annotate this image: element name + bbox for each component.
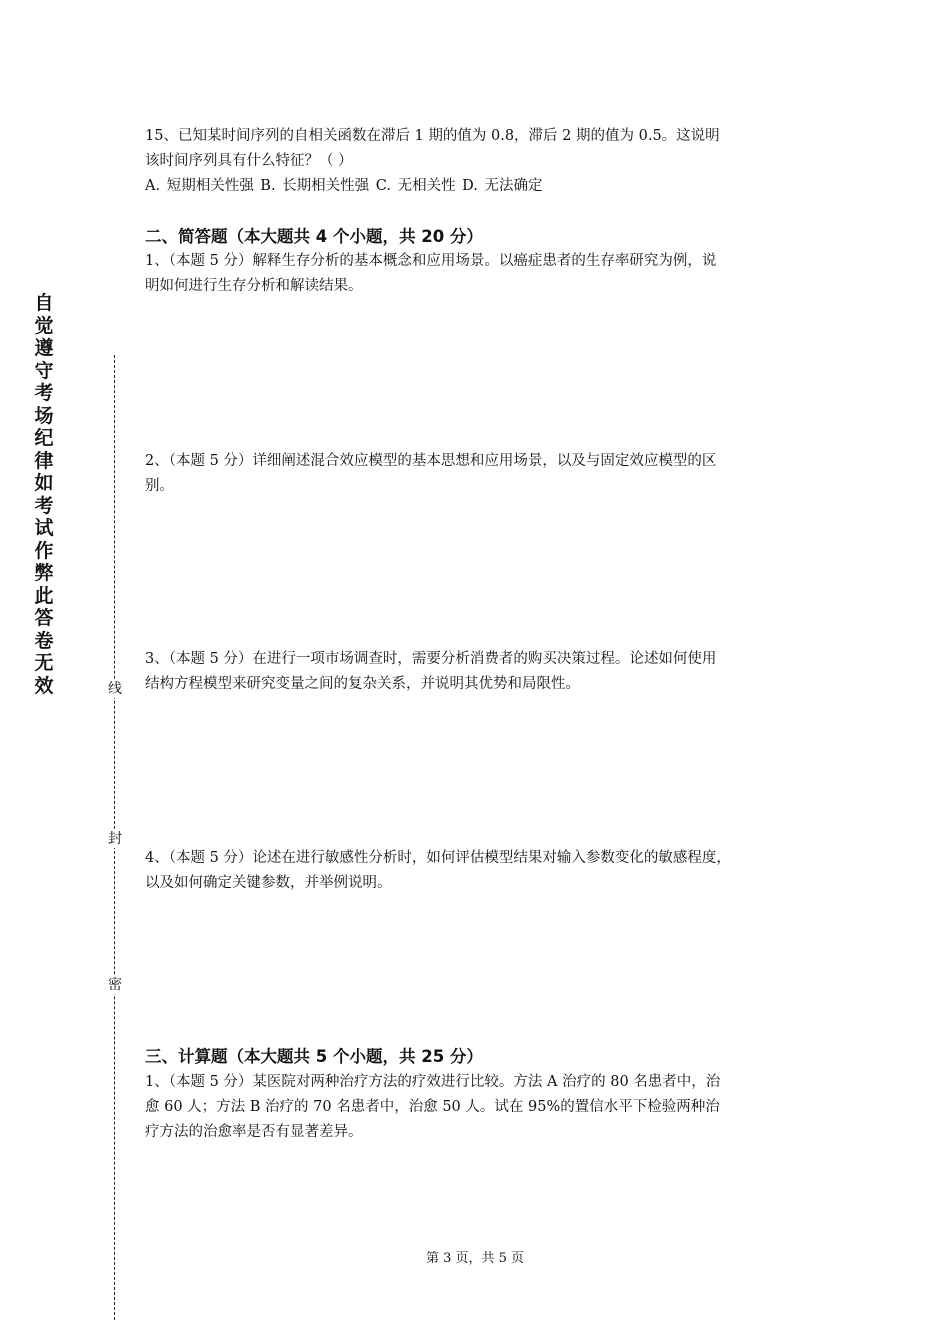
- notice-char: 作: [34, 539, 54, 562]
- question-text: 疗方法的治愈率是否有显著差异。: [145, 1124, 363, 1140]
- notice-char: 觉: [34, 314, 54, 337]
- question-15: [145, 124, 815, 199]
- question-text: 以及如何确定关键参数，并举例说明。: [145, 875, 392, 891]
- seal-label-seal: 封: [108, 831, 122, 847]
- notice-char: 守: [34, 359, 54, 382]
- question-text: 明如何进行生存分析和解读结果。: [145, 278, 363, 294]
- short-answer-question-2: [145, 449, 815, 499]
- question-text: 1、（本题 5 分）解释生存分析的基本概念和应用场景。以癌症患者的生存率研究为例，说: [145, 253, 717, 269]
- notice-char: 场: [34, 404, 54, 427]
- calculation-question-1: [145, 1070, 815, 1145]
- short-answer-question-4: [145, 846, 815, 896]
- short-answer-question-3: [145, 647, 815, 697]
- notice-char: 卷: [34, 629, 54, 652]
- seal-label-secret: 密: [108, 977, 122, 993]
- notice-char: 考: [34, 494, 54, 517]
- notice-char: 如: [34, 472, 54, 494]
- short-answer-question-1: [145, 249, 815, 299]
- section-heading-calculation: 三、计算题（本大题共 5 个小题，共 25 分）: [145, 1047, 483, 1066]
- section-heading-short-answer: 二、简答题（本大题共 4 个小题，共 20 分）: [145, 227, 483, 246]
- seal-label-line: 线: [108, 681, 122, 697]
- notice-char: 律: [34, 449, 54, 472]
- notice-char: 试: [34, 517, 54, 539]
- question-text: 2、（本题 5 分）详细阐述混合效应模型的基本思想和应用场景，以及与固定效应模型的区: [145, 453, 717, 469]
- question-text: 15、已知某时间序列的自相关函数在滞后 1 期的值为 0.8，滞后 2 期的值为 0.5。这说明: [145, 128, 720, 144]
- question-text: 4、（本题 5 分）论述在进行敏感性分析时，如何评估模型结果对输入参数变化的敏感程度，: [145, 850, 731, 866]
- exam-discipline-notice: [30, 292, 58, 697]
- question-text: 该时间序列具有什么特征？（ ）: [145, 153, 353, 169]
- page-number: 第 3 页，共 5 页: [425, 1251, 525, 1266]
- notice-char: 无: [34, 652, 54, 674]
- question-text: 结构方程模型来研究变量之间的复杂关系，并说明其优势和局限性。: [145, 676, 580, 692]
- notice-char: 考: [34, 382, 54, 404]
- notice-char: 效: [34, 674, 54, 697]
- question-text: 愈 60 人；方法 B 治疗的 70 名患者中，治愈 50 人。试在 95%的置信水平下检验两种治: [145, 1099, 720, 1115]
- notice-char: 此: [34, 584, 54, 607]
- notice-char: 遵: [34, 337, 54, 359]
- notice-char: 答: [34, 607, 54, 629]
- question-text: 3、（本题 5 分）在进行一项市场调查时，需要分析消费者的购买决策过程。论述如何使用: [145, 651, 717, 667]
- notice-char: 纪: [34, 427, 54, 449]
- question-options: A. 短期相关性强 B. 长期相关性强 C. 无相关性 D. 无法确定: [145, 178, 543, 194]
- question-text: 别。: [145, 478, 174, 494]
- notice-char: 弊: [34, 562, 54, 584]
- notice-char: 自: [34, 292, 54, 314]
- question-text: 1、（本题 5 分）某医院对两种治疗方法的疗效进行比较。方法 A 治疗的 80 名患者中，治: [145, 1074, 721, 1090]
